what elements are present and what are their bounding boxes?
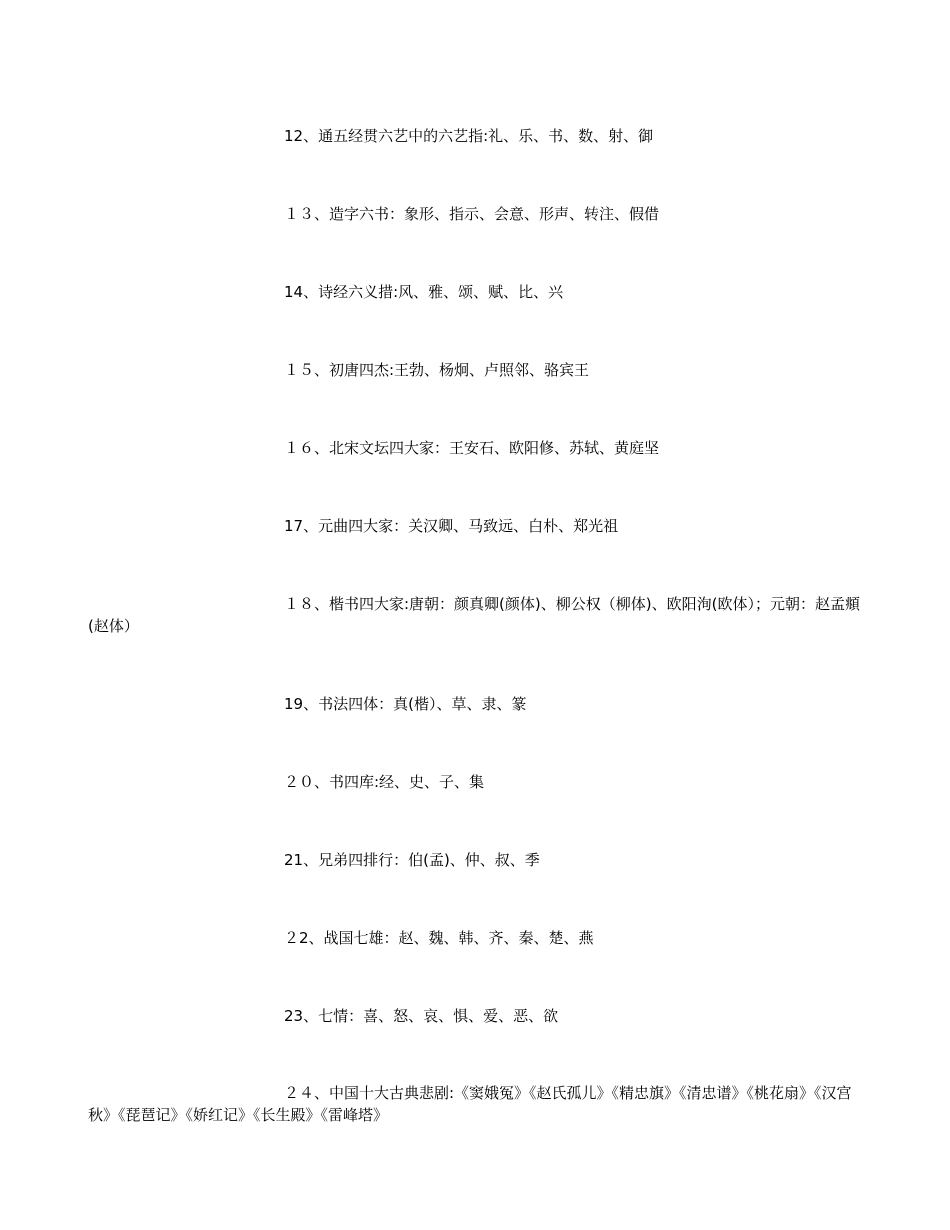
list-item-16: １６、北宋文坛四大家：王安石、欧阳修、苏轼、黄庭坚	[284, 439, 660, 457]
list-item-12: 12、通五经贯六艺中的六艺指:礼、乐、书、数、射、御	[284, 127, 654, 145]
list-item-21: 21、兄弟四排行：伯(孟)、仲、叔、季	[284, 851, 540, 869]
list-item-17: 17、元曲四大家：关汉卿、马致远、白朴、郑光祖	[284, 517, 619, 535]
list-item-18: １８、楷书四大家:唐朝：颜真卿(颜体)、柳公权（柳体)、欧阳洵(欧体）；元朝：赵孟頫(赵体）	[88, 595, 860, 635]
list-item-13: １３、造字六书：象形、指示、会意、形声、转注、假借	[284, 205, 660, 223]
list-item-20: ２０、书四库:经、史、子、集	[284, 773, 485, 791]
list-item-24: ２４、中国十大古典悲剧:《窦娥冤》《赵氏孤儿》《精忠旗》《清忠谱》《桃花扇》《汉宫秋》《琵琶记》《娇红记》《长生殿》《雷峰塔》	[88, 1084, 852, 1124]
list-item-14: 14、诗经六义措:风、雅、颂、赋、比、兴	[284, 283, 564, 301]
list-item-15: １５、初唐四杰:王勃、杨炯、卢照邻、骆宾王	[284, 361, 590, 379]
list-item-19: 19、书法四体：真(楷）、草、隶、篆	[284, 695, 527, 713]
list-item-22: ２2、战国七雄：赵、魏、韩、齐、秦、楚、燕	[284, 929, 594, 947]
list-item-23: 23、七情：喜、怒、哀、惧、爱、恶、欲	[284, 1007, 559, 1025]
